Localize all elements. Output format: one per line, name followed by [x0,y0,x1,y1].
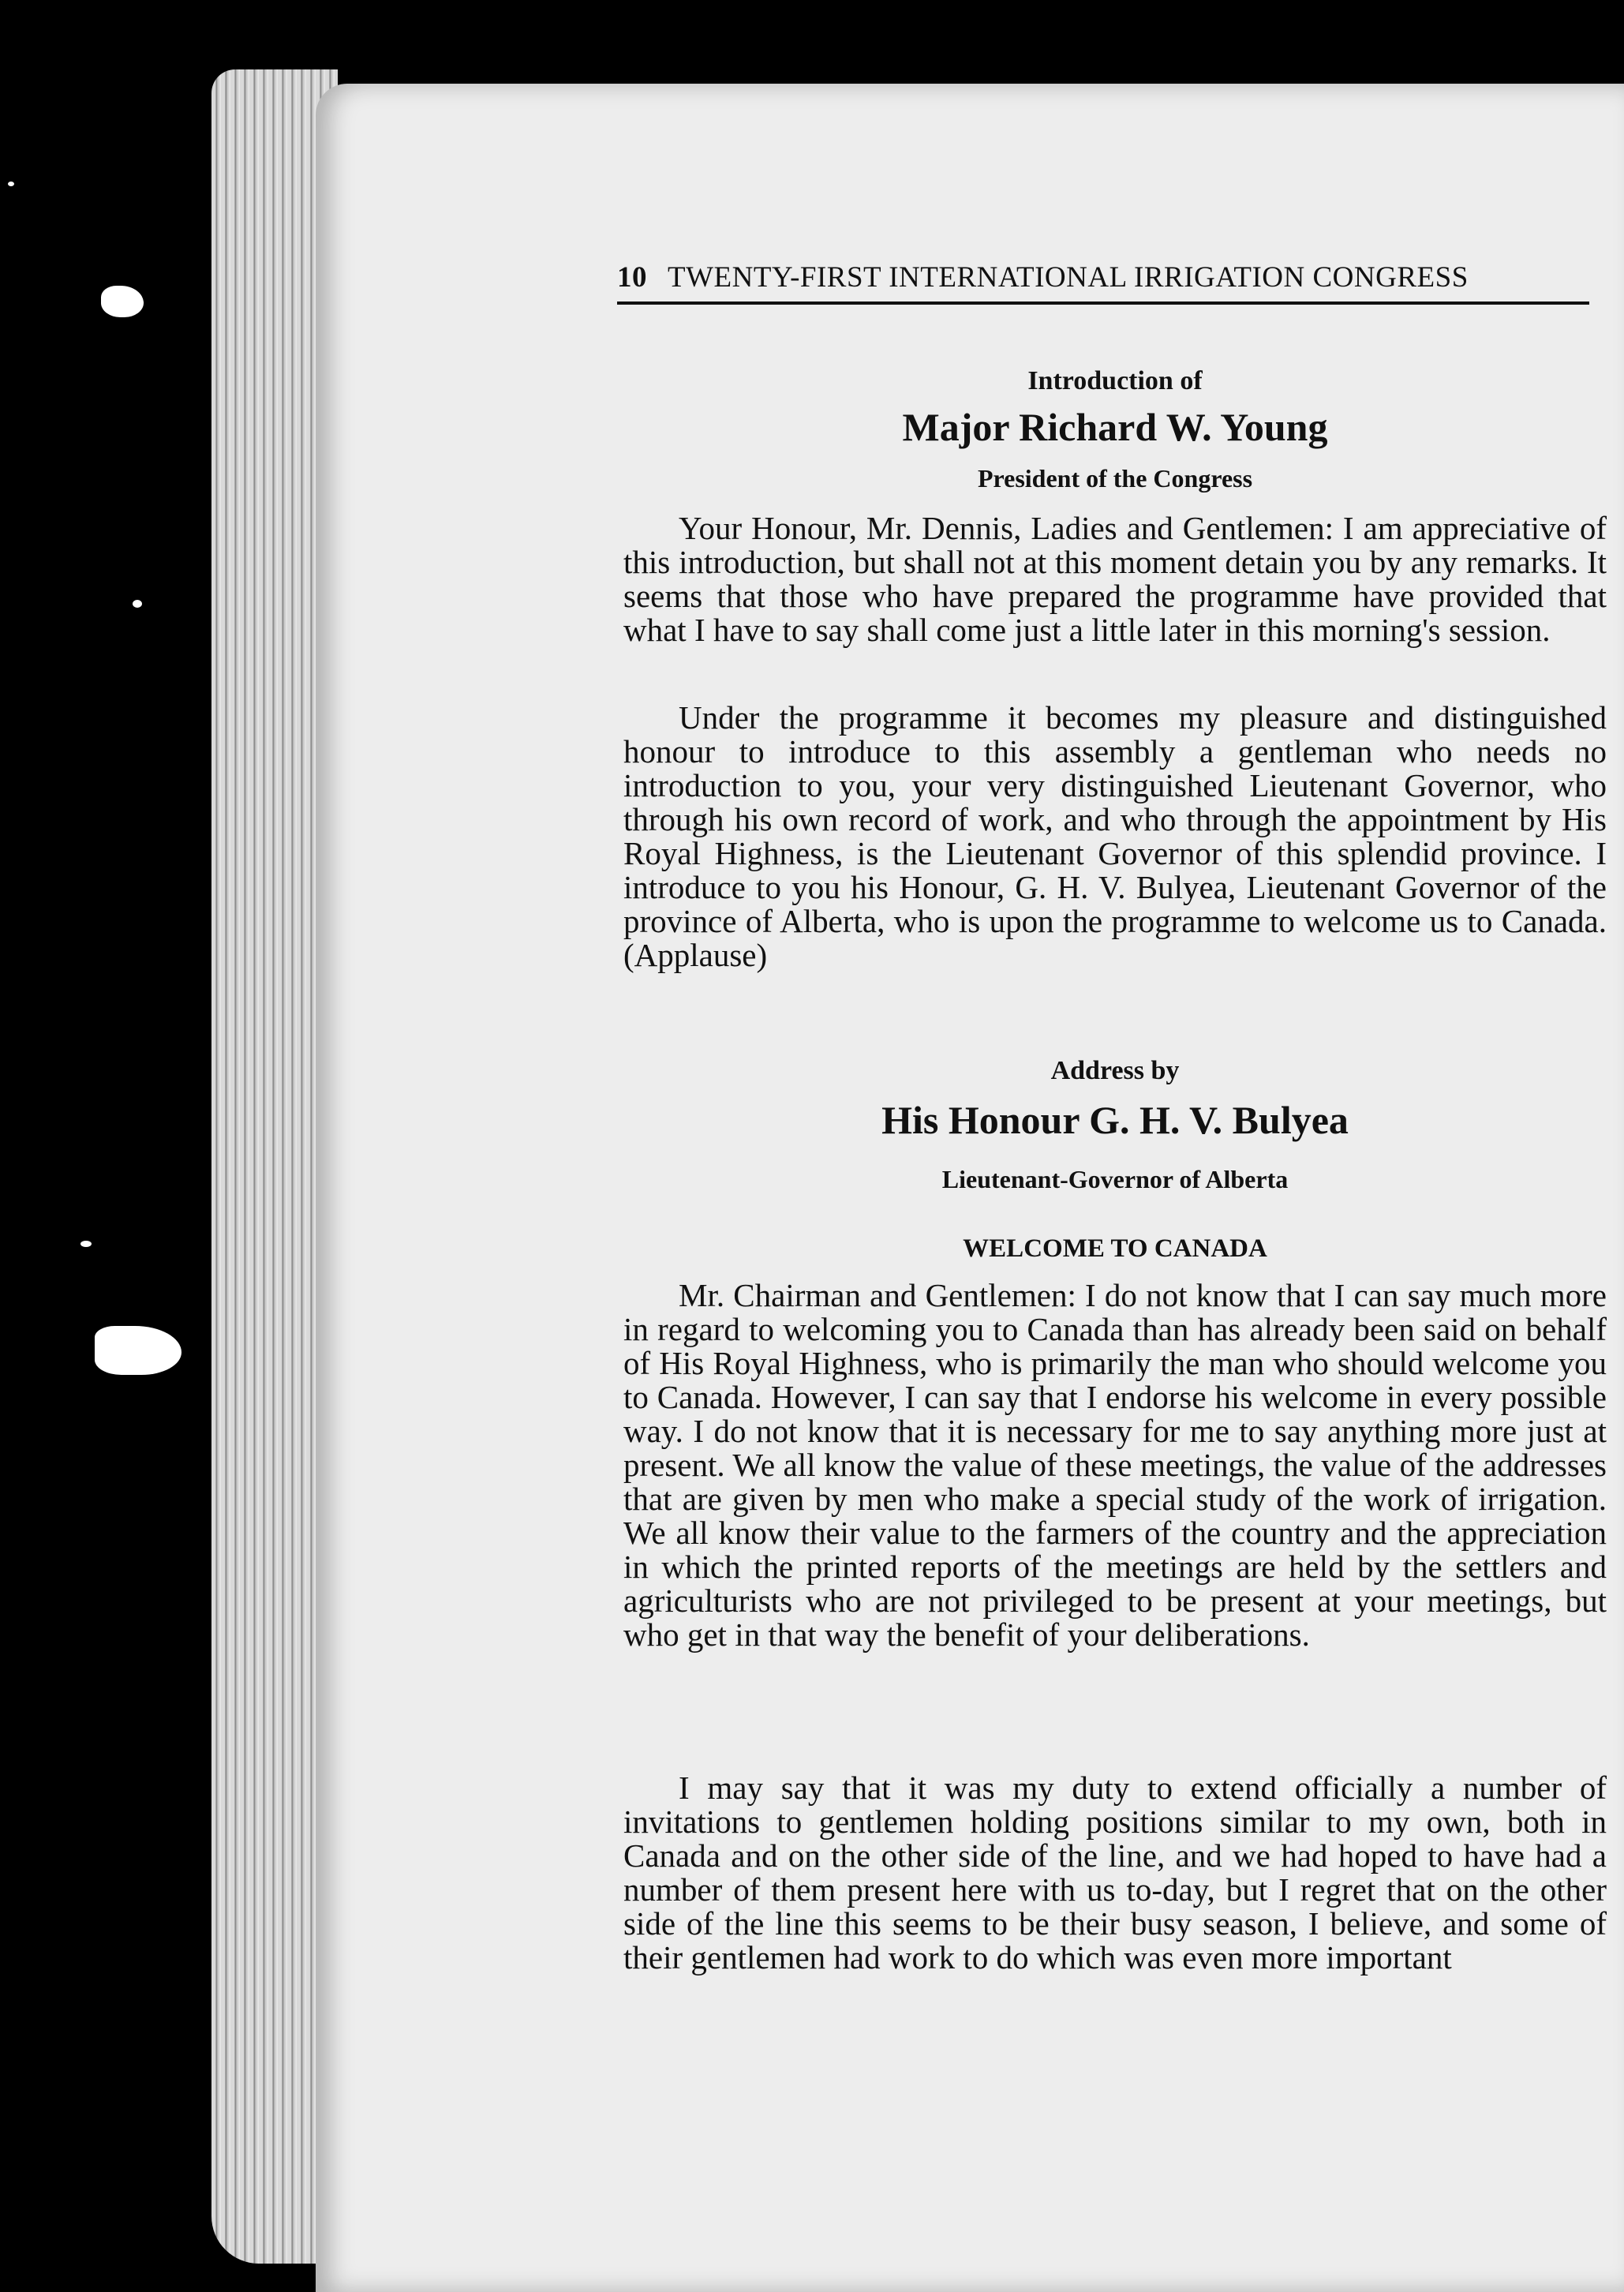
paragraph: I may say that it was my duty to extend officially a number of invitations to gentlemen holding positions similar to my own, both in Canada and on the other side of the line, and we had hoped to have had a number of them present here with us to-day, but I regret that on the other side of the line this seems to be their busy season, I believe, and some of their gentlemen had work to do which was even more important [623,1770,1607,1976]
speaker-name: Major Richard W. Young [902,405,1328,449]
dust-speck [101,286,144,317]
paragraph: Under the programme it becomes my pleasure and distinguished honour to introduce to this assembly a gentleman who needs no introduction to you, your very distinguished Lieutenant Governor, who through his own record of work, and who through the appointment by His Royal Highness, is the Lieutenant Governor of this splendid province. I introduce to you his Honour, G. H. V. Bulyea, Lieutenant Governor of the province of Alberta, who is upon the programme to welcome us to Canada. (Applause) [623,699,1607,973]
speaker-role: President of the Congress [977,464,1253,492]
running-header [617,260,1588,294]
speaker-role: Lieutenant-Governor of Alberta [941,1165,1289,1193]
section-intro-label: Address by [1050,1056,1180,1085]
dust-speck [133,600,142,608]
header-rule [617,301,1589,305]
section-intro-label: Introduction of [1027,366,1203,395]
dust-speck [95,1326,181,1375]
dust-speck [8,182,14,186]
paragraph: Mr. Chairman and Gentlemen: I do not know that I can say much more in regard to welcoming you to Canada than has already been said on behalf of His Royal Highness, who is primarily the man who should welcome you to Canada. However, I can say that I endorse his welcome in every possible way. I do not know that it is necessary for me to say anything more just at present. We all know the value of these meetings, the value of the addresses that are given by men who make a special study of the work of irrigation. We all know their value to the farmers of the country and the appreciation in which the printed reports of the meetings are held by the settlers and agriculturists who are not privileged to be present at your meetings, but who get in that way the benefit of your deliberations. [623,1277,1607,1653]
running-title: TWENTY-FIRST INTERNATIONAL IRRIGATION CONGRESS [668,261,1469,294]
speaker-name: His Honour G. H. V. Bulyea [881,1098,1349,1142]
dust-speck [80,1241,92,1247]
page-number: 10 [617,261,647,294]
section-heading: WELCOME TO CANADA [963,1234,1267,1263]
paragraph: Your Honour, Mr. Dennis, Ladies and Gentlemen: I am appreciative of this introduction, but shall not at this moment detain you by any remarks. It seems that those who have prepared the programme have provided that what I have to say shall come just a little later in this morning's session. [623,510,1607,648]
